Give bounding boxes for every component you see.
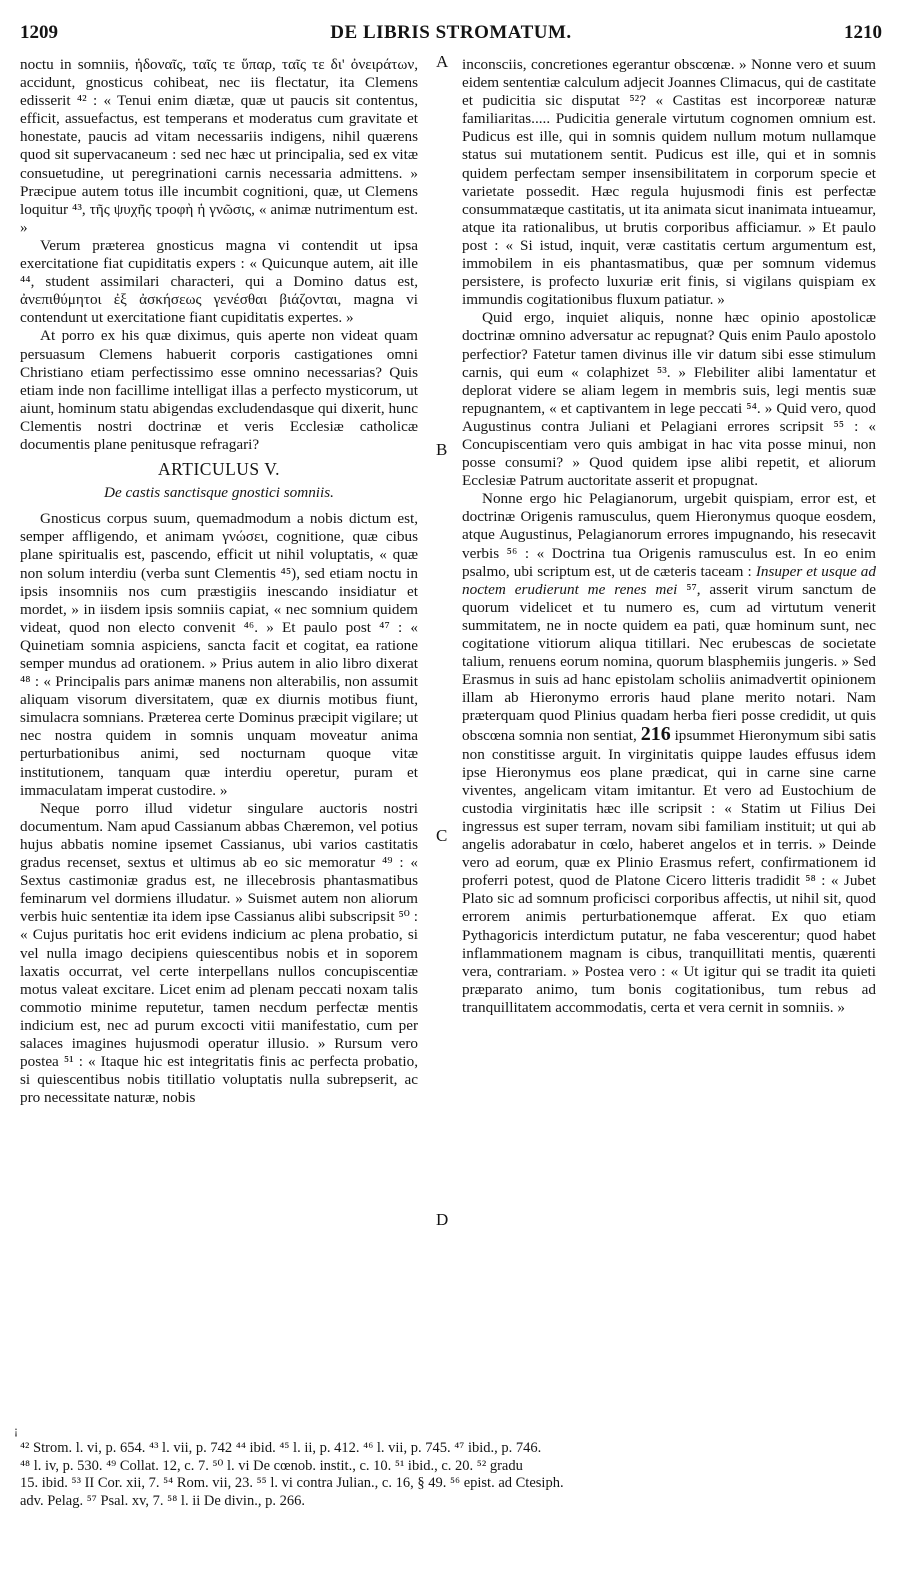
paragraph: Neque porro illud videtur singulare auctoris nostri documentum. Nam apud Cassianum abbas Chæremon, vel potius hujus abbatis nomine ipsemet Cassianus, ubi varios castitatis gradus recenset, sextus et ultimus ab eo sic memoratur ⁴⁹ : « Sextus castimoniæ gradus est, ne illecebrosis phantasmatibus feminarum vel dormiens illudatur. » Suismet autem non aliorum verbis huic sententiæ ita idem ipse Cassianus alibi subscripsit ⁵⁰ : « Cujus puritatis hoc erit evidens indicium ac plena probatio, si vel nulla imago decipiens quiescentibus nobis et in soporem laxatis occurrat, vel certe interpellans nullos concupiscentiæ motus valeat excitare. Licet enim ad plenam peccati noxam talis commotio minime reputetur, tamen necdum perfectæ mentis indicium est, nec ad purum excocti vitii manifestatio, cum per salaces imagines hujusmodi operatur illusio. » Rursum vero postea ⁵¹ : « Itaque hic est integritatis finis ac perfecta probatio, si quiescentibus nobis titillatio voluptatis nulla subrepserit, ac pro necessitate naturæ, nobis: [20, 799, 418, 1107]
psalm-quote: Insuper et usque ad noctem erudierunt me renes mei: [462, 562, 876, 598]
paragraph: inconsciis, concretiones egerantur obscœnæ. » Nonne vero et suum eidem sententiæ calculum adjecit Joannes Climacus, qui de castitate et pudicitia sic disputat ⁵²? « Castitas est incorporeæ naturæ familiaritas..... Pudicitia generale virtutum cognomen omnium est. Pudicus est ille, qui in somnis quidem nullum motum nullamque status sui mutationem sentit. Pudicus est ille, qui et in somnis quidem perfectam semper insensibilitatem in corporum specie et varietate possedit. Hæc regula hujusmodi finis est perfectæ consummatæque castitatis, ut ita animata sicut inanimata intueamur, atque ita rationalibus, ut brutis corporibus afficiamur. » Et paulo post : « Si istud, inquit, veræ castitatis certum argumentum est, immobilem in eis phantasmatibus, quæ per somnum videmus persistere, is profecto luxuriæ erit finis, si vigilans quispiam ex immundis cogitationibus fluxum patiatur. »: [462, 56, 876, 309]
column-number: 216: [640, 723, 671, 746]
margin-letter-b: B: [436, 440, 448, 459]
text-run: ⁵⁷, asserit virum sanctum de quorum videlicet et tu numero es, cum ad virtutum venerit summitatem, ne in nocte quidem ea pati, quæ hominum sunt, nec cogitatione vitiorum aliqua titillari. Nec erubescas de societate talium, renuens eorum nomina, quorum blasphemiis jungeris. » Sed Erasmus in suis ad hanc epistolam scholiis animadvertit opinionem illam ab Hieronymo erroris haud plane merito notari. Nam præterquam quod Plinius quadam herba fieri posse credidit, ut quis obscœna somnia non sentiat,: [462, 580, 876, 745]
margin-letter-d: D: [436, 1210, 449, 1229]
margin-letter-a: A: [436, 52, 449, 71]
footnote-line: ⁴² Strom. l. vi, p. 654. ⁴³ l. vii, p. 742 ⁴⁴ ibid. ⁴⁵ l. ii, p. 412. ⁴⁶ l. vii, p. 745. ⁴⁷ ibid., p. 746.: [20, 1440, 542, 1456]
paragraph: Quid ergo, inquiet aliquis, nonne hæc opinio apostolicæ doctrinæ omnino adversatur ac repugnat? Quis enim Paulo apostolo perfectior? Fatetur tamen divinus ille vir datum sibi esse stimulum carnis, qui eum « colaphizet ⁵³. » Flebiliter alibi lamentatur et deplorat videre se aliam legem in membris suis, legi mentis suæ repugnantem, « et captivantem in lege peccati ⁵⁴. » Quid vero, quod Augustinus contra Juliani et Pelagiani errores scripsit ⁵⁵ : « Concupiscentiam vero quis ambigat in hac vita posse minui, non posse consumi? » Quod quidem ipse alibi repetit, et aliorum Ecclesiæ Patrum auctoritate asserit et propugnat.: [462, 309, 876, 490]
text-run: Nonne ergo hic Pelagianorum, urgebit quispiam, error est, et doctrinæ Origenis ramusculus, quem Hieronymus quoque eosdem, atque Augustinus, Pelagianorum errores impugnando, his resecavit verbis ⁵⁶ : « Doctrina tua Origenis ramusculus est. In eo enim psalmo, ubi scriptum est, ut de cæteris taceam :: [462, 490, 876, 580]
right-column: [462, 56, 876, 1017]
footnote-separator: ¡: [14, 1423, 18, 1437]
page-title: DE LIBRIS STROMATUM.: [330, 22, 572, 43]
paragraph: Verum præterea gnosticus magna vi contendit ut ipsa exercitatione fiat cupiditatis expers : « Quicunque autem, ait ille ⁴⁴, student assimilari characteri, qui a Domino datus est, ἀνεπιθύμητοι ἐξ ἀσκήσεως γενέσθαι βιάζονται, magna vi contendunt ut exercitatione fiant cupiditatis expertes. »: [20, 236, 418, 327]
footnote-line: ⁴⁸ l. iv, p. 530. ⁴⁹ Collat. 12, c. 7. ⁵⁰ l. vi De cœnob. instit., c. 10. ⁵¹ ibid., c. 20. ⁵² gradu: [20, 1457, 523, 1474]
page-number-left: 1209: [20, 22, 58, 43]
paragraph: Gnosticus corpus suum, quemadmodum a nobis dictum est, semper affligendo, et animam γνώσει, cognitione, quæ cibus plane spiritualis est, pascendo, efficit ut nihil voluptatis, « quæ non solum interdiu (verba sunt Clementis ⁴⁵), sed etiam noctu in ipsis insomniis nos cum præstigiis inescando insidiatur et mordet, » in iisdem ipsis somniis capiat, « nec somnium quidem videat, quod non electo convenit ⁴⁶. » Et paulo post ⁴⁷ : « Quinetiam somnia aspiciens, sancta facit et cogitat, ea ratione semper mundus ad orationem. » Prius autem in alio libro dixerat ⁴⁸ : « Principalis pars animæ manens non alterabilis, non assumit aliquam visorum diversitatem, quæ ex diurnis motibus fiunt, simulacra somnians. Præterea certe Dominus præcipit vigilare; ut nec nostra quidem in somnis unquam moveatur anima perturbationibus animi, sed nocturnam quoque vitæ institutionem, tanquam quæ interdiu operetur, puram et immaculatam imperat custodire. »: [20, 510, 418, 799]
paragraph: At porro ex his quæ diximus, quis aperte non videat quam persuasum Clemens habuerit corporis castigationes omni Christiano etiam perfectissimo esse omnino necessarias? Quis etiam inde non facillime intelligat illas a perfecto mysticorum, ut aiunt, hominum statu abigendas excludendasque qui dixerit, hunc Clementis nostri doctrinæ et veris Ecclesiæ catholicæ documentis plane penitusque refragari?: [20, 327, 418, 453]
article-subtitle: De castis sanctisque gnostici somniis.: [104, 484, 334, 502]
paragraph: noctu in somniis, ἡδοναῖς, ταῖς τε ὕπαρ, ταῖς τε δι' ὀνειράτων, accidunt, gnosticus cohibeat, nec iis flectatur, ita Clemens edisserit ⁴² : « Tenui enim diætæ, quæ ut paucis sit contentus, efficit, assuefactus, est temperans et moderatus cum gravitate et honestate, paucis ad vitam necessariis indigens, nihil quærens quod sit supervacaneum : sed nec hæc ut principalia, sed ex vitæ consuetudine, ut peregrinationi carnis necessaria admittens. » Præcipue autem totus ille incumbit cognitioni, quæ, ut Clemens loquitur ⁴³, τῆς ψυχῆς τροφὴ ἡ γνῶσις, « animæ nutrimentum est. »: [20, 56, 418, 236]
page-number-right: 1210: [844, 22, 882, 43]
footnote-line: adv. Pelag. ⁵⁷ Psal. xv, 7. ⁵⁸ l. ii De divin., p. 266.: [20, 1492, 305, 1509]
text-run: ipsummet Hieronymum sibi satis non constitisse arguit. In virginitatis quippe laudes effusus idem ipse Hieronymus eos plane prædicat, qui in carne sine carne viventes, angelicam vitam imitantur. Et vero ad Eustochium de custodia virginitatis hæc ille scripsit : « Statim ut Filius Dei ingressus est super terram, novam sibi familiam instituit; ut qui ab angelis adorabatur in cœlo, haberet angelos et in terris. » Deinde vero ad eorum, quæ ex Plinio Erasmus refert, confirmationem id proferri potest, quod de Platone Cicero litteris tradidit ⁵⁸ : « Jubet Plato sic ad somnum proficisci corporibus affectis, ut nihil sit, quod errorem animis perturbationemque afferat. Ex quo etiam Pythagoricis interdictum putatur, ne faba vescerentur; quod habet inflammationem magnam is cibus, tranquillitati mentis, quærenti vera, contrariam. » Postea vero : « Ut igitur qui se tradit ita quieti præparato animo, tum bonis cogitationibus, tum rebus ad tranquillitatem accommodatis, certa et vera cernit in somniis. »: [462, 727, 876, 1016]
footnote-line: 15. ibid. ⁵³ II Cor. xii, 7. ⁵⁴ Rom. vii, 23. ⁵⁵ l. vi contra Julian., c. 16, § 49. ⁵⁶ epist. ad Ctesiph.: [20, 1475, 564, 1491]
footnotes: [14, 1423, 882, 1510]
margin-letter-c: C: [436, 826, 448, 845]
paragraph: [462, 490, 876, 1017]
left-column: [20, 56, 418, 1107]
running-header: [20, 22, 882, 52]
article-title: ARTICULUS V.: [158, 459, 280, 480]
